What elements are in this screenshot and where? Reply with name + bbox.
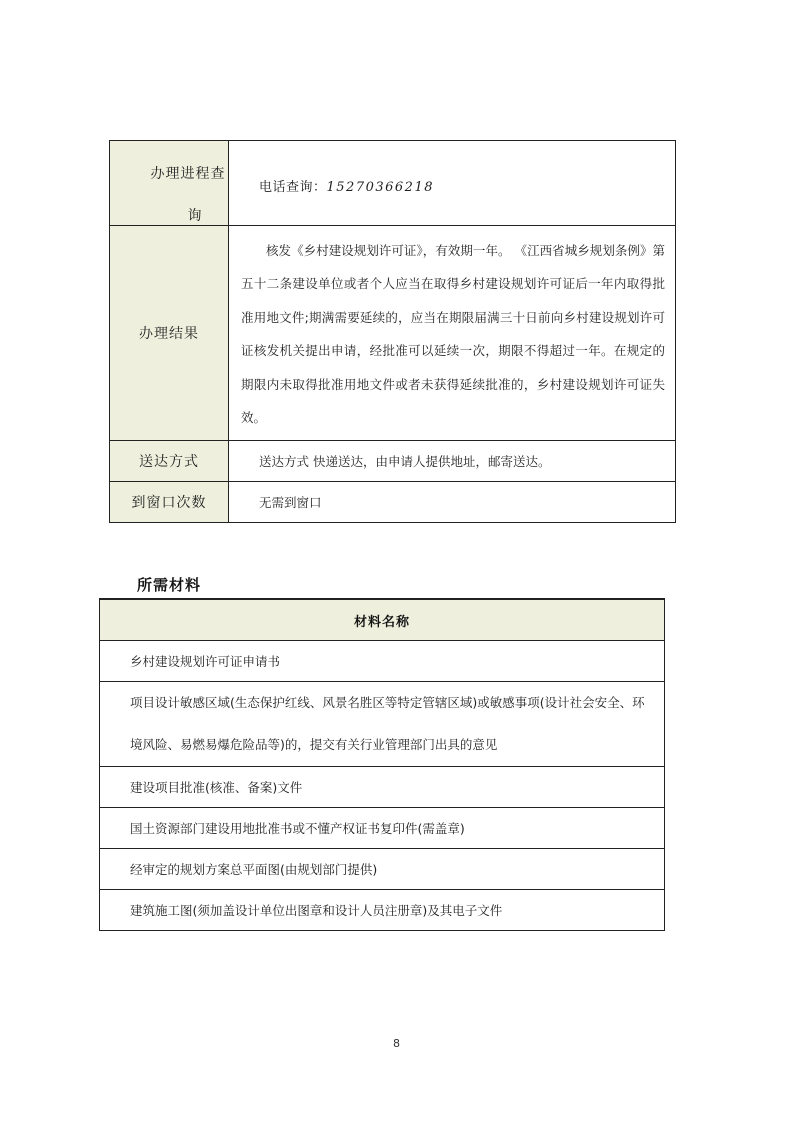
- window-visits-value-cell: [229, 482, 676, 523]
- material-item: 建筑施工图(须加盖设计单位出图章和设计人员注册章)及其电子文件: [100, 890, 665, 931]
- result-label: 办理结果: [110, 226, 229, 441]
- delivery-value: 送达方式 快递送达，由申请人提供地址，邮寄送达。: [259, 454, 551, 470]
- query-row: [110, 141, 676, 226]
- material-row: [100, 767, 665, 808]
- window-visits-row: [110, 482, 676, 523]
- materials-section-title: 所需材料: [137, 576, 202, 594]
- query-label: [110, 141, 229, 226]
- phone-number: 15270366218: [326, 179, 434, 195]
- material-row: [100, 808, 665, 849]
- material-row: [100, 641, 665, 682]
- window-visits-value: 无需到窗口: [259, 495, 322, 511]
- query-value: [229, 141, 676, 226]
- query-label-line2: 询: [187, 208, 203, 224]
- material-row: [100, 682, 665, 767]
- delivery-row: [110, 441, 676, 482]
- result-value: 核发《乡村建设规划许可证》，有效期一年。 《江西省城乡规划条例》第五十二条建设单位或者个人应当在取得乡村建设规划许可证后一年内取得批准用地文件;期满需要延续的，应当在期限届满三十日前向乡村建设规划许可证核发机关提出申请，经批准可以延续一次，期限不得超过一年。在规定的期限内未取得批准用地文件或者未获得延续批准的，乡村建设规划许可证失效。: [241, 243, 665, 426]
- phone-prefix: 电话查询：: [259, 179, 327, 195]
- delivery-label: 送达方式: [110, 441, 229, 482]
- phone-query: [229, 172, 675, 195]
- materials-header: 材料名称: [100, 599, 665, 641]
- material-item-cell: [100, 682, 665, 767]
- material-item: 国土资源部门建设用地批准书或不懂产权证书复印件(需盖章): [100, 808, 665, 849]
- material-item: 乡村建设规划许可证申请书: [100, 641, 665, 682]
- result-value-cell: [229, 226, 676, 441]
- query-label-line1: 办理进程查: [150, 166, 226, 182]
- material-row: [100, 849, 665, 890]
- material-item: 项目设计敏感区域(生态保护红线、风景名胜区等特定管辖区域)或敏感事项(设计社会安全、环境风险、易燃易爆危险品等)的，提交有关行业管理部门出具的意见: [130, 695, 645, 752]
- materials-table: [99, 598, 665, 931]
- material-item: 经审定的规划方案总平面图(由规划部门提供): [100, 849, 665, 890]
- page-number: 8: [393, 1037, 400, 1050]
- material-item: 建设项目批准(核准、备案)文件: [100, 767, 665, 808]
- window-visits-label: 到窗口次数: [110, 482, 229, 523]
- delivery-value-cell: [229, 441, 676, 482]
- process-info-table: [109, 140, 676, 523]
- result-row: [110, 226, 676, 441]
- material-row: [100, 890, 665, 931]
